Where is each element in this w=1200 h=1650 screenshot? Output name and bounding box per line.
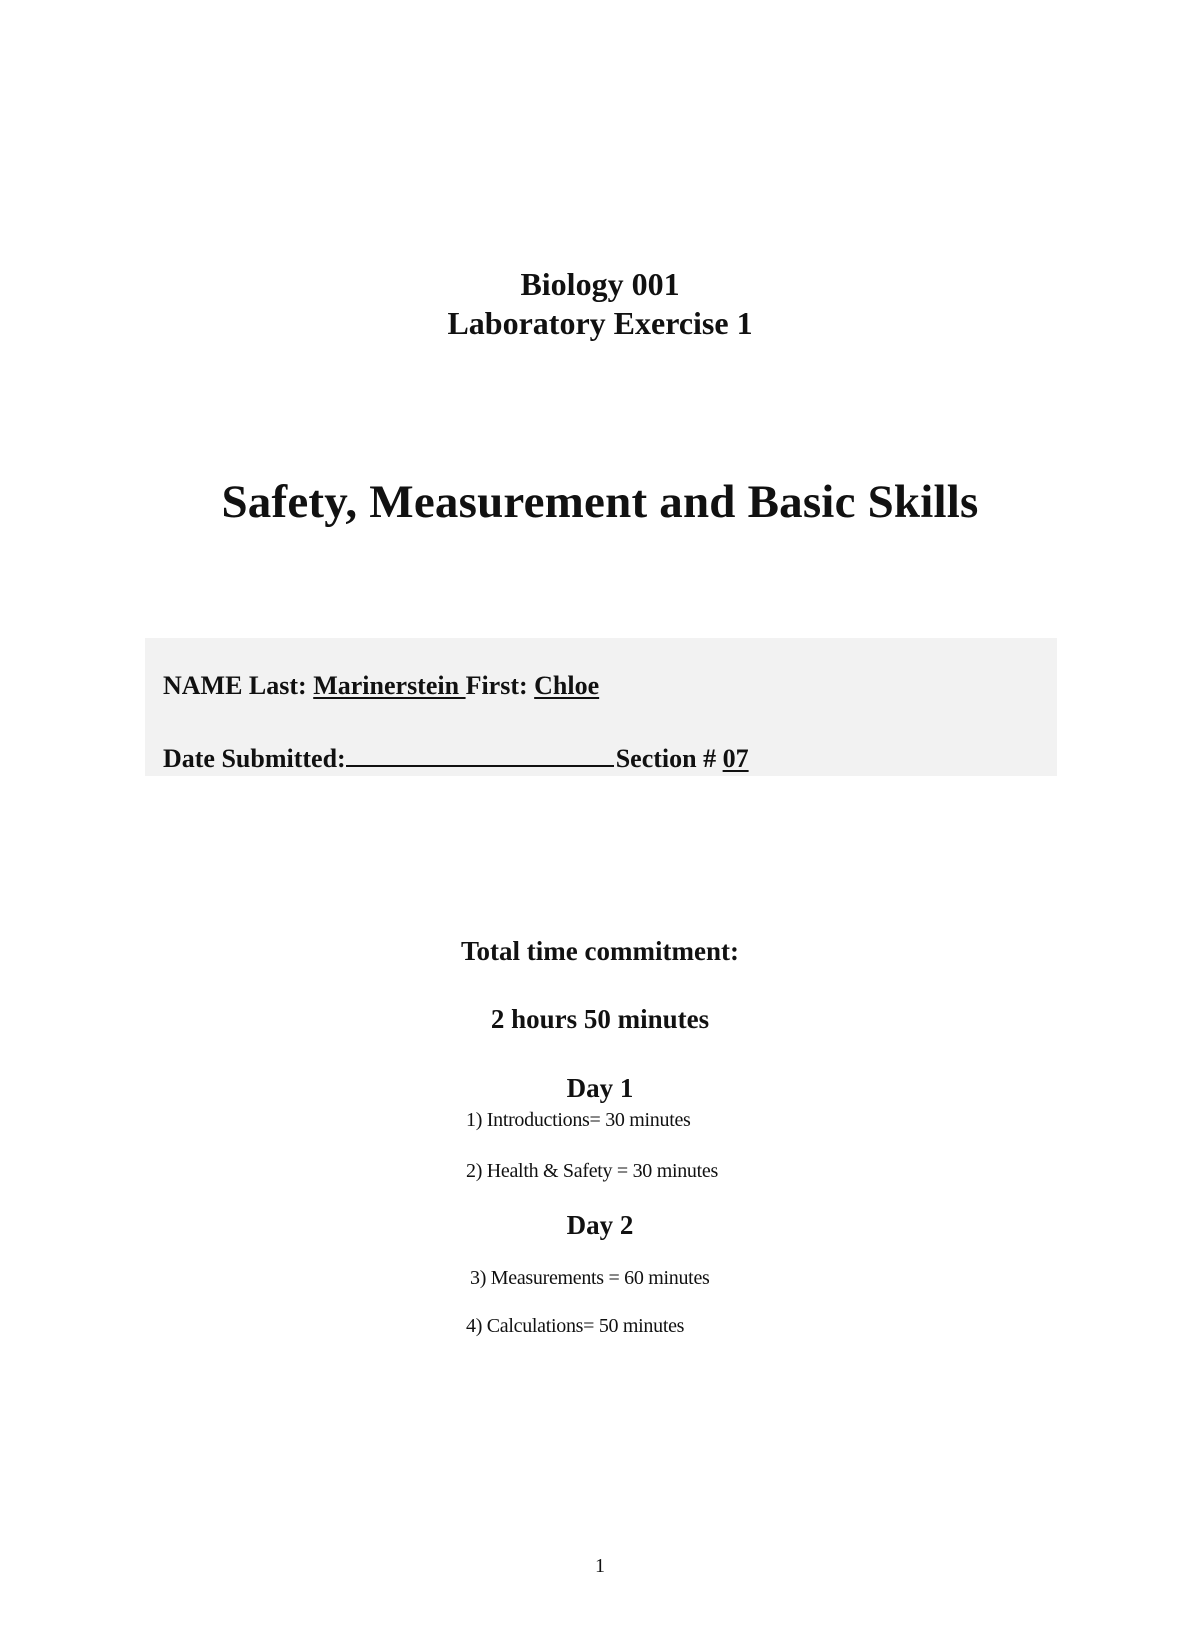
date-row <box>163 743 749 774</box>
task-item: 2) Health & Safety = 30 minutes <box>466 1160 718 1182</box>
name-label: NAME Last: <box>163 671 307 700</box>
date-submitted-label: Date Submitted: <box>163 744 346 773</box>
course-title: Biology 001 <box>520 266 680 302</box>
exercise-title: Laboratory Exercise 1 <box>447 305 753 341</box>
student-info-box <box>145 638 1057 776</box>
first-name-field[interactable]: Chloe <box>534 671 600 700</box>
name-row <box>163 671 599 701</box>
last-name-field[interactable]: Marinerstein <box>313 671 466 700</box>
day-2-heading: Day 2 <box>566 1210 634 1240</box>
section-number-field[interactable]: 07 <box>722 744 749 773</box>
date-submitted-field[interactable] <box>346 743 614 767</box>
first-name-label: First: <box>465 671 528 700</box>
task-item: 3) Measurements = 60 minutes <box>470 1267 710 1289</box>
page-number: 1 <box>595 1555 605 1577</box>
document-title: Safety, Measurement and Basic Skills <box>221 476 979 528</box>
day-1-heading: Day 1 <box>566 1073 634 1103</box>
time-commitment-value: 2 hours 50 minutes <box>490 1004 710 1034</box>
task-item: 1) Introductions= 30 minutes <box>466 1109 691 1131</box>
section-label: Section # <box>615 744 717 773</box>
task-item: 4) Calculations= 50 minutes <box>466 1315 685 1337</box>
time-commitment-label: Total time commitment: <box>461 936 739 966</box>
